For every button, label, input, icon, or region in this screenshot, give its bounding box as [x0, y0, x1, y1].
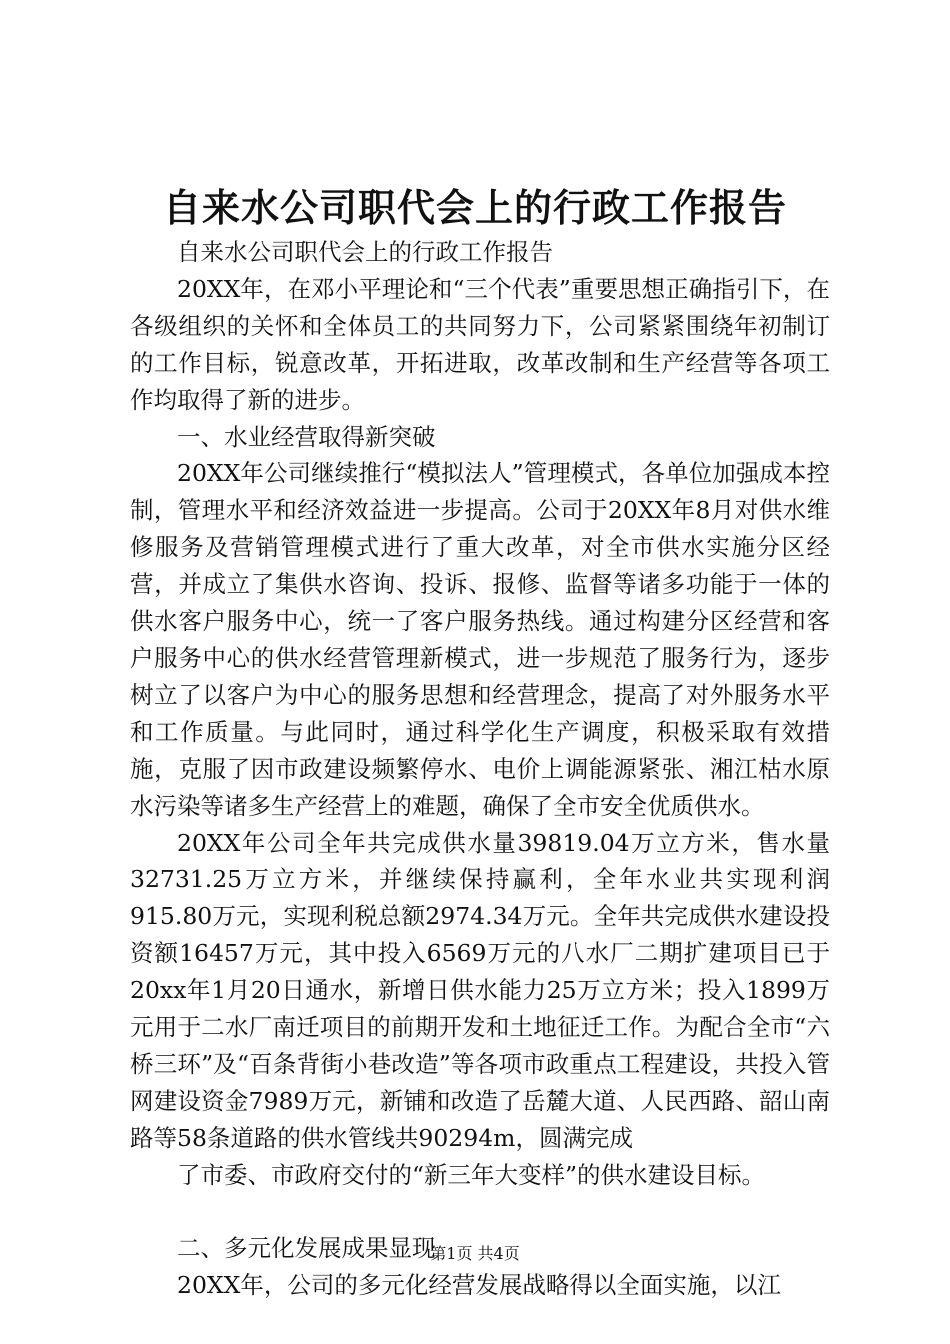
subtitle-paragraph: 自来水公司职代会上的行政工作报告: [177, 238, 553, 266]
section-heading-1: 一、水业经营取得新突破: [177, 422, 436, 451]
intro-paragraph: 20XX年，在邓小平理论和“三个代表”重要思想正确指引下，在各级组织的关怀和全体员工的共同努力下，公司紧紧围绕年初制订的工作目标，锐意改革，开拓进取，改革改制和生产经营等各项工作均取得了新的进步。: [130, 274, 830, 414]
section-heading-2: 二、多元化发展成果显现: [177, 1234, 436, 1263]
page-footer: 第1页 共4页: [430, 1244, 520, 1263]
section-1-paragraph-3: 了市委、市政府交付的“新三年大变样”的供水建设目标。: [177, 1160, 766, 1189]
section-1-paragraph-1: 20XX年公司继续推行“模拟法人”管理模式，各单位加强成本控制，管理水平和经济效益进一步提高。公司于20XX年8月对供水维修服务及营销管理模式进行了重大改革，对全市供水实施分区经营，并成立了集供水咨询、投诉、报修、监督等诸多功能于一体的供水客户服务中心，统一了客户服务热线。通过构建分区经营和客户服务中心的供水经营管理新模式，进一步规范了服务行为，逐步树立了以客户为中心的服务思想和经营理念，提高了对外服务水平和工作质量。与此同时，通过科学化生产调度，积极采取有效措施，克服了因市政建设频繁停水、电价上调能源紧张、湘江枯水原水污染等诸多生产经营上的难题，确保了全市安全优质供水。: [130, 459, 830, 820]
section-1-paragraph-2: 20XX年公司全年共完成供水量39819.04万立方米，售水量32731.25万立方米，并继续保持赢利，全年水业共实现利润915.80万元，实现利税总额2974.34万元。全年共完成供水建设投资额16457万元，其中投入6569万元的八水厂二期扩建项目已于20xx年1月20日通水，新增日供水能力25万立方米；投入1899万元用于二水厂南迁项目的前期开发和土地征迁工作。为配合全市“六桥三环”及“百条背街小巷改造”等各项市政重点工程建设，共投入管网建设资金7989万元，新铺和改造了岳麓大道、人民西路、韶山南路等58条道路的供水管线共90294m，圆满完成: [130, 828, 830, 1152]
section-2-paragraph-1: 20XX年，公司的多元化经营发展战略得以全面实施，以江: [177, 1271, 781, 1300]
document-body: [130, 234, 830, 1304]
document-title: 自来水公司职代会上的行政工作报告: [162, 185, 787, 230]
